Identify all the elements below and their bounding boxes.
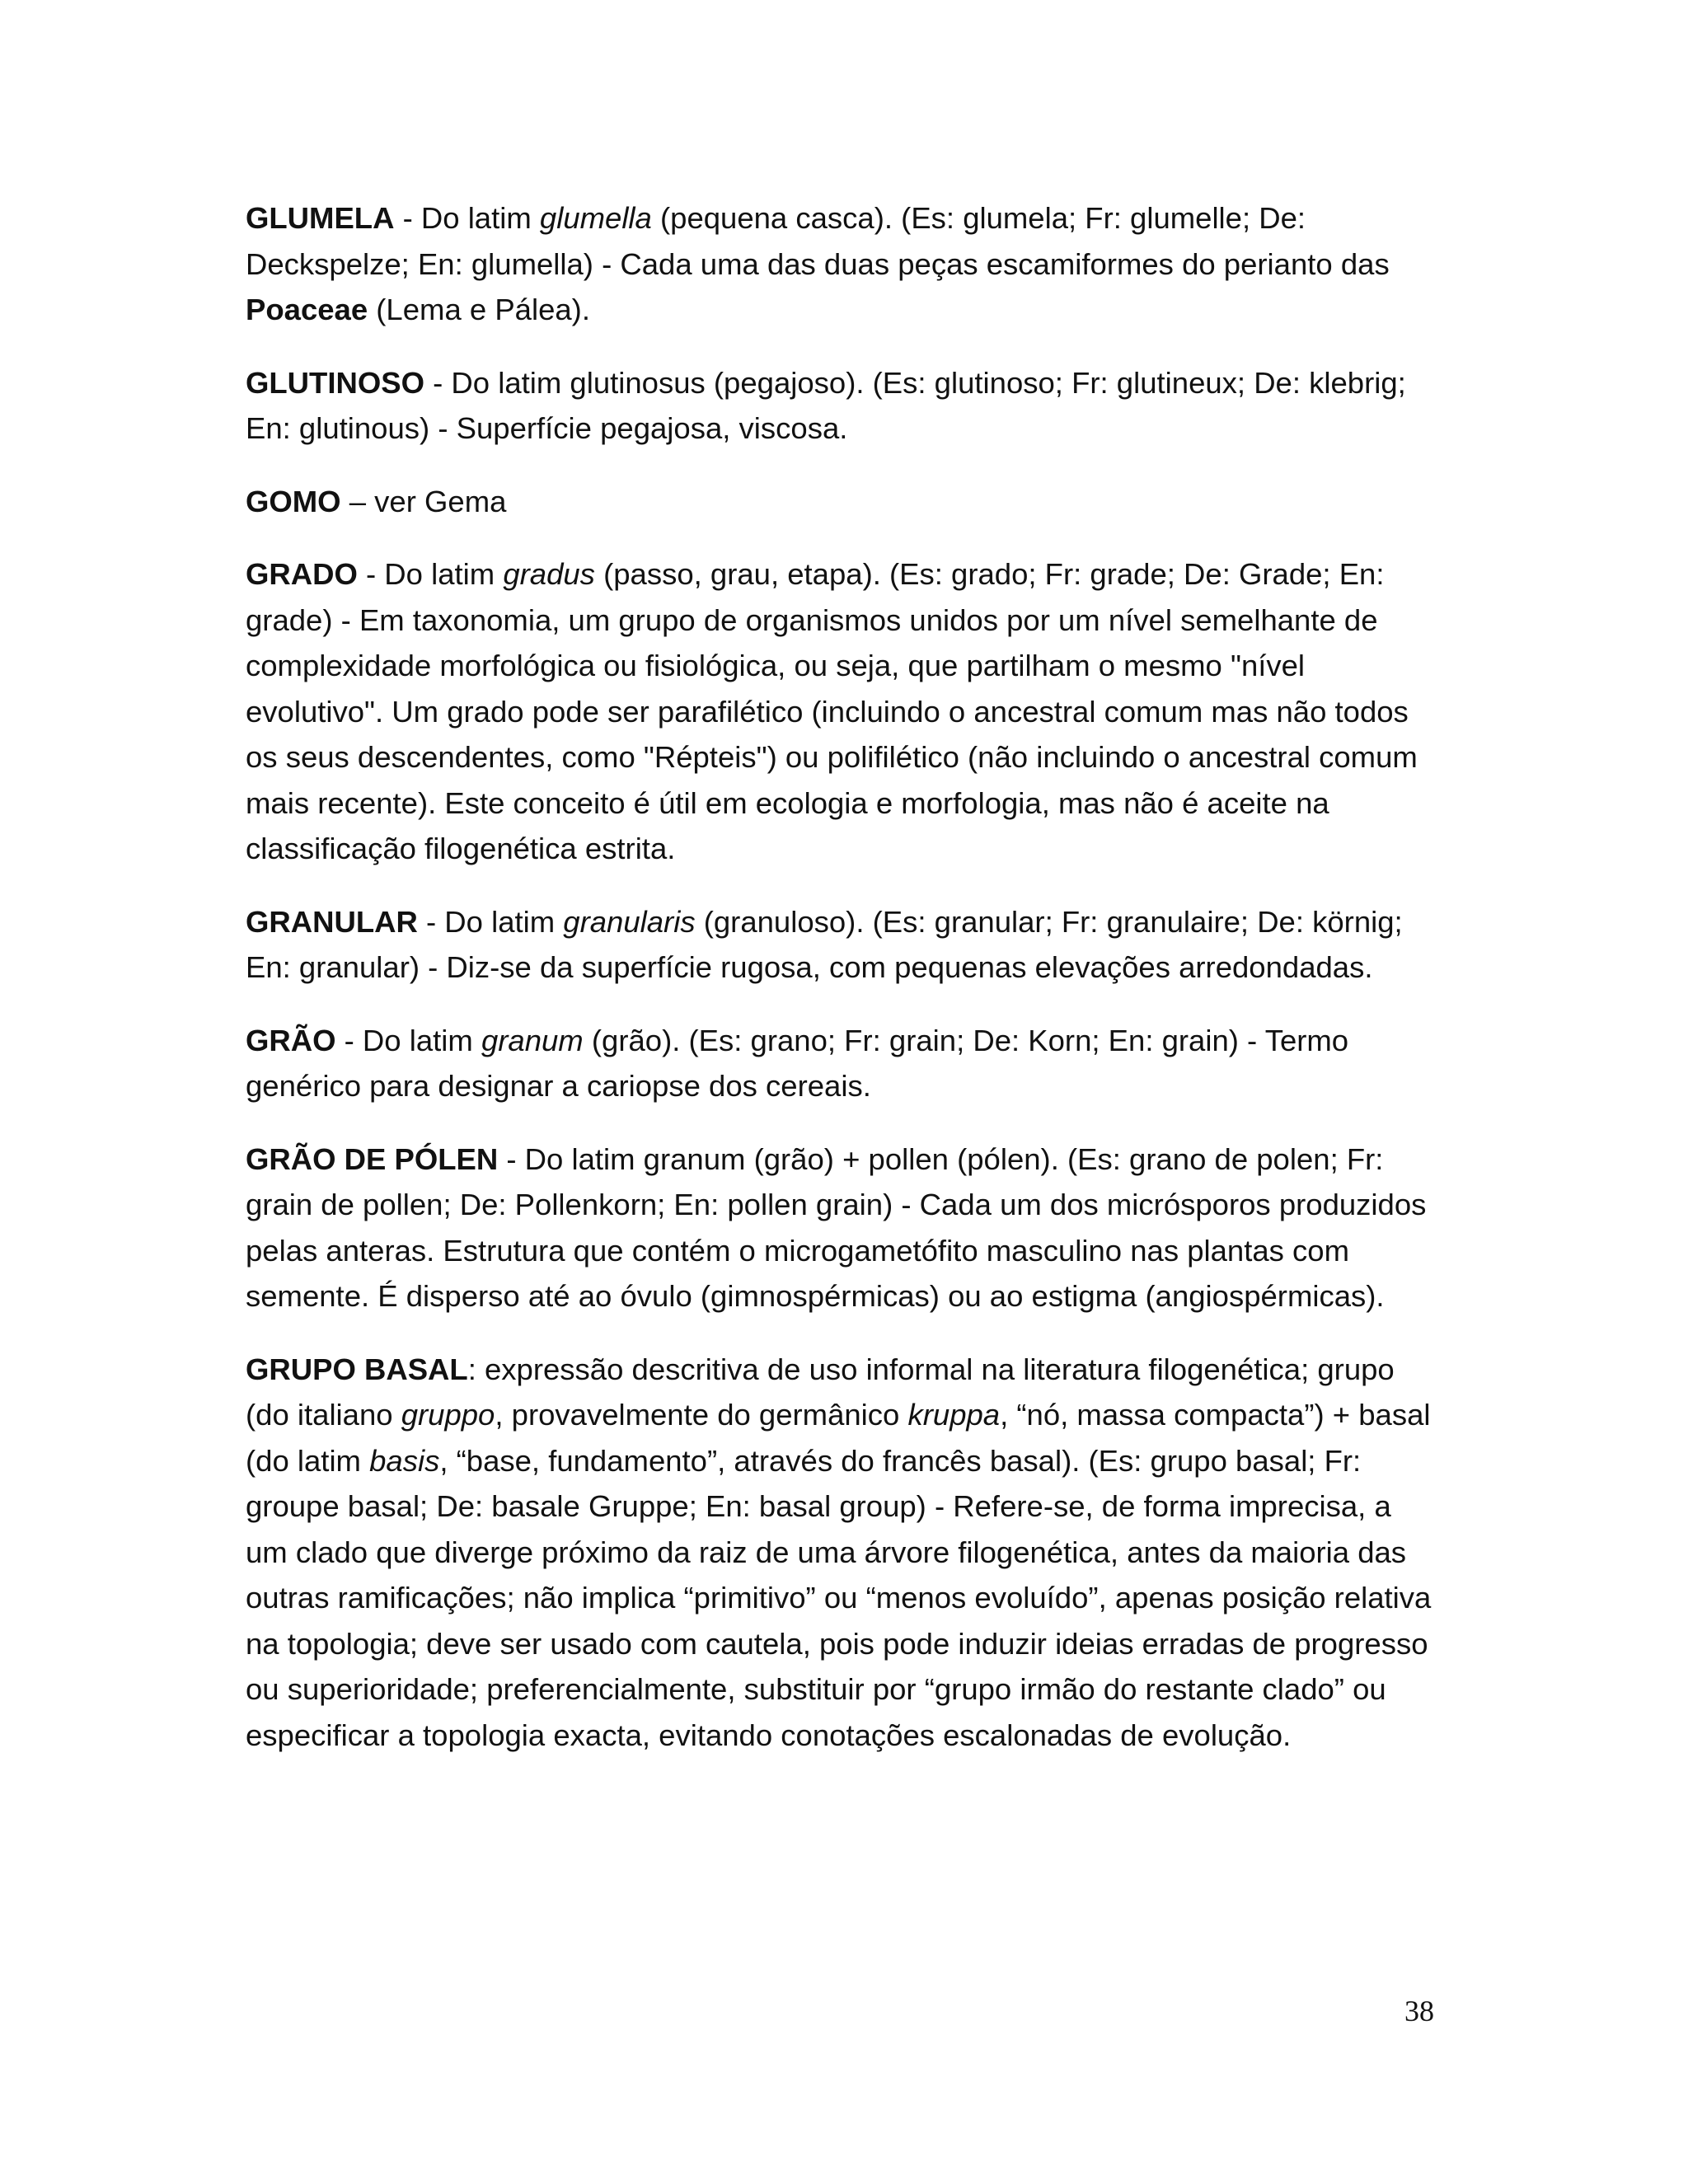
entry-text: (pequena casca). (Es: glumela; Fr: glumelle; De: Deckspelze; En: glumella) - Cada uma das duas peças escamiformes do perianto das [246,201,1390,281]
entry-text: - Do latim glutinosus (pegajoso). (Es: glutinoso; Fr: glutineux; De: klebrig; En: glutinous) - Superfície pegajosa, viscosa. [246,365,1406,445]
glossary-entry [246,1137,1441,1319]
entry-text: - Do latim [357,557,504,591]
entry-term: GOMO [246,484,341,518]
glossary-entry [246,899,1441,991]
entry-bold-text: Poaceae [246,293,368,326]
entry-italic-text: granularis [563,904,696,939]
entry-text: (Lema e Pálea). [368,293,590,326]
entry-italic-text: basis [369,1443,440,1478]
page-number: 38 [1404,1994,1434,2027]
entry-italic-text: glumella [539,201,652,235]
entry-text: : expressão descritiva de uso informal na literatura filogenética; grupo (do italiano [246,1352,1395,1432]
entry-term: GRADO [246,557,358,591]
entry-text: - Do latim [417,904,564,939]
entry-text: (grão). (Es: grano; Fr: grain; De: Korn; En: grain) - Termo genérico para designar a cariopse dos cereais. [246,1023,1349,1103]
entry-term: GRÃO [246,1023,336,1057]
glossary-entry [246,360,1441,452]
entry-text: , “nó, massa compacta”) + basal (do latim [246,1398,1431,1478]
entry-term: GRÃO DE PÓLEN [246,1141,499,1176]
entry-italic-text: granum [481,1023,584,1057]
entry-term: GRANULAR [246,904,418,939]
entry-italic-text: gradus [503,557,595,591]
entry-text: - Do latim granum (grão) + pollen (pólen). (Es: grano de polen; Fr: grain de pollen; De: Pollenkorn; En: pollen grain) - Cada um dos micrósporos produzidos pelas anteras. Estrutura que contém o microgametófito masculino nas plantas com semente. É disperso até ao óvulo (gimnospérmicas) ou ao estigma (angiospérmicas). [246,1141,1427,1313]
glossary-entries [246,195,1441,1785]
entry-text: - Do latim [394,201,540,235]
glossary-entry [246,195,1441,333]
entry-text: – ver Gema [340,484,507,518]
entry-text: , provavelmente do germânico [495,1398,908,1432]
entry-term: GRUPO BASAL [246,1352,468,1386]
entry-text: (passo, grau, etapa). (Es: grado; Fr: grade; De: Grade; En: grade) - Em taxonomia, um grupo de organismos unidos por um nível semelhante de complexidade morfológica ou fisiológica, ou seja, que partilham o mesmo "nível evolutivo". Um grado pode ser parafilético (incluindo o ancestral comum mas não todos os seus descendentes, como "Répteis") ou polifilético (não incluindo o ancestral comum mais recente). Este conceito é útil em ecologia e morfologia, mas não é aceite na classificação filogenética estrita. [246,557,1418,865]
entry-italic-text: gruppo [401,1398,495,1432]
glossary-entry [246,1018,1441,1109]
entry-text: , “base, fundamento”, através do francês basal). (Es: grupo basal; Fr: groupe basal; De: basale Gruppe; En: basal group) - Refere-se, de forma imprecisa, a um clado que diverge próximo da raiz de uma árvore filogenética, antes da maioria das outras ramificações; não implica “primitivo” ou “menos evoluído”, apenas posição relativa na topologia; deve ser usado com cautela, pois pode induzir ideias erradas de progresso ou superioridade; preferencialmente, substituir por “grupo irmão do restante clado” ou especificar a topologia exacta, evitando conotações escalonadas de evolução. [246,1443,1432,1752]
entry-text: (granuloso). (Es: granular; Fr: granulaire; De: körnig; En: granular) - Diz-se da superfície rugosa, com pequenas elevações arredondadas. [246,904,1403,984]
glossary-entry [246,479,1441,525]
entry-term: GLUTINOSO [246,365,424,400]
entry-term: GLUMELA [246,201,395,235]
entry-text: - Do latim [335,1023,481,1057]
glossary-entry [246,551,1441,872]
glossary-entry [246,1347,1441,1759]
entry-italic-text: kruppa [907,1398,1001,1432]
